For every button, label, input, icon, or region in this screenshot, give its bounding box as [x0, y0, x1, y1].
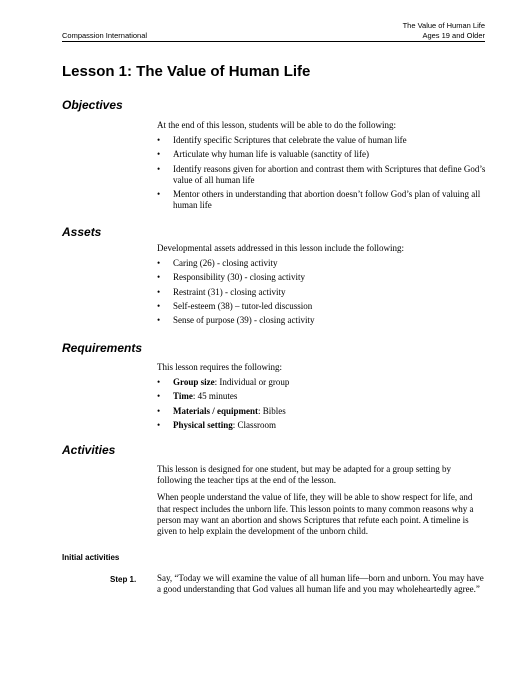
bullet: • — [157, 258, 161, 269]
bullet: • — [157, 286, 161, 297]
assets-list — [157, 258, 487, 326]
requirement-label: Time — [173, 391, 193, 402]
objectives-intro: At the end of this lesson, students will be able to do the following: — [157, 120, 396, 130]
bullet: • — [157, 189, 161, 200]
requirements-heading: Requirements — [62, 341, 143, 355]
list-item-text: Caring (26) - closing activity — [173, 258, 278, 269]
requirements-list — [157, 377, 487, 431]
step-text: Say, “Today we will examine the value of all human life—born and unborn. You may have a good understanding that God values all human life and you may wholeheartedly agree.” — [157, 573, 484, 595]
header-divider — [62, 41, 485, 42]
header-doc-title: The Value of Human Life — [402, 21, 485, 30]
list-item — [157, 391, 487, 402]
list-item-text: Identify specific Scriptures that celebrate the value of human life — [173, 135, 407, 146]
list-item-text: Responsibility (30) - closing activity — [173, 272, 305, 283]
list-item — [157, 258, 487, 269]
bullet: • — [157, 135, 161, 146]
requirement-value: : 45 minutes — [192, 391, 238, 402]
requirement-label: Materials / equipment — [173, 405, 258, 416]
list-item — [157, 272, 487, 283]
requirement-value: : Bibles — [258, 405, 286, 416]
assets-heading: Assets — [62, 225, 102, 239]
assets-section — [157, 243, 487, 329]
requirements-intro: This lesson requires the following: — [157, 362, 282, 372]
list-item — [157, 135, 487, 146]
activities-heading: Activities — [62, 443, 116, 457]
list-item — [157, 406, 487, 417]
activities-section — [157, 464, 487, 537]
activities-para-2: When people understand the value of life, they will be able to show respect for life, and that respect includes the unborn life. This lesson points to many common reasons why a person may want an abortion and shows Scriptures that refute each point. A timeline is given to help explain the development of the unborn child. — [157, 492, 474, 537]
bullet: • — [157, 377, 161, 388]
bullet: • — [157, 391, 161, 402]
list-item — [157, 287, 487, 298]
list-item — [157, 164, 487, 186]
header-org: Compassion International — [62, 31, 148, 40]
requirements-section — [157, 362, 487, 434]
list-item-text: Restraint (31) - closing activity — [173, 286, 286, 297]
list-item-text: Sense of purpose (39) - closing activity — [173, 315, 315, 326]
bullet: • — [157, 149, 161, 160]
bullet: • — [157, 419, 161, 430]
step-1-text — [157, 573, 487, 595]
list-item — [157, 377, 487, 388]
bullet: • — [157, 272, 161, 283]
requirement-value: : Classroom — [232, 419, 277, 430]
header-right — [403, 21, 485, 41]
initial-activities-heading: Initial activities — [62, 553, 120, 562]
list-item — [157, 420, 487, 431]
list-item — [157, 189, 487, 211]
list-item — [157, 149, 487, 160]
activities-para-1: This lesson is designed for one student, but may be adapted for a group setting by following the teacher tips at the end of the lesson. — [157, 464, 451, 486]
objectives-section — [157, 120, 487, 214]
bullet: • — [157, 405, 161, 416]
list-item — [157, 301, 487, 312]
requirement-label: Physical setting — [173, 419, 233, 430]
list-item-text: Articulate why human life is valuable (sanctity of life) — [173, 149, 369, 160]
objectives-list — [157, 135, 487, 211]
requirement-label: Group size — [173, 377, 215, 388]
lesson-title: Lesson 1: The Value of Human Life — [62, 63, 311, 80]
requirement-value: : Individual or group — [214, 377, 290, 388]
header-age-range: Ages 19 and Older — [422, 31, 485, 40]
list-item-text: Identify reasons given for abortion and contrast them with Scriptures that define God’s value of all human life — [173, 163, 486, 185]
bullet: • — [157, 315, 161, 326]
list-item-text: Self-esteem (38) – tutor-led discussion — [173, 300, 313, 311]
assets-intro: Developmental assets addressed in this lesson include the following: — [157, 243, 404, 253]
list-item-text: Mentor others in understanding that abortion doesn’t follow God’s plan of valuing all human life — [173, 189, 481, 211]
list-item — [157, 315, 487, 326]
bullet: • — [157, 300, 161, 311]
step-label: Step 1. — [110, 575, 137, 584]
bullet: • — [157, 163, 161, 174]
objectives-heading: Objectives — [62, 98, 123, 112]
